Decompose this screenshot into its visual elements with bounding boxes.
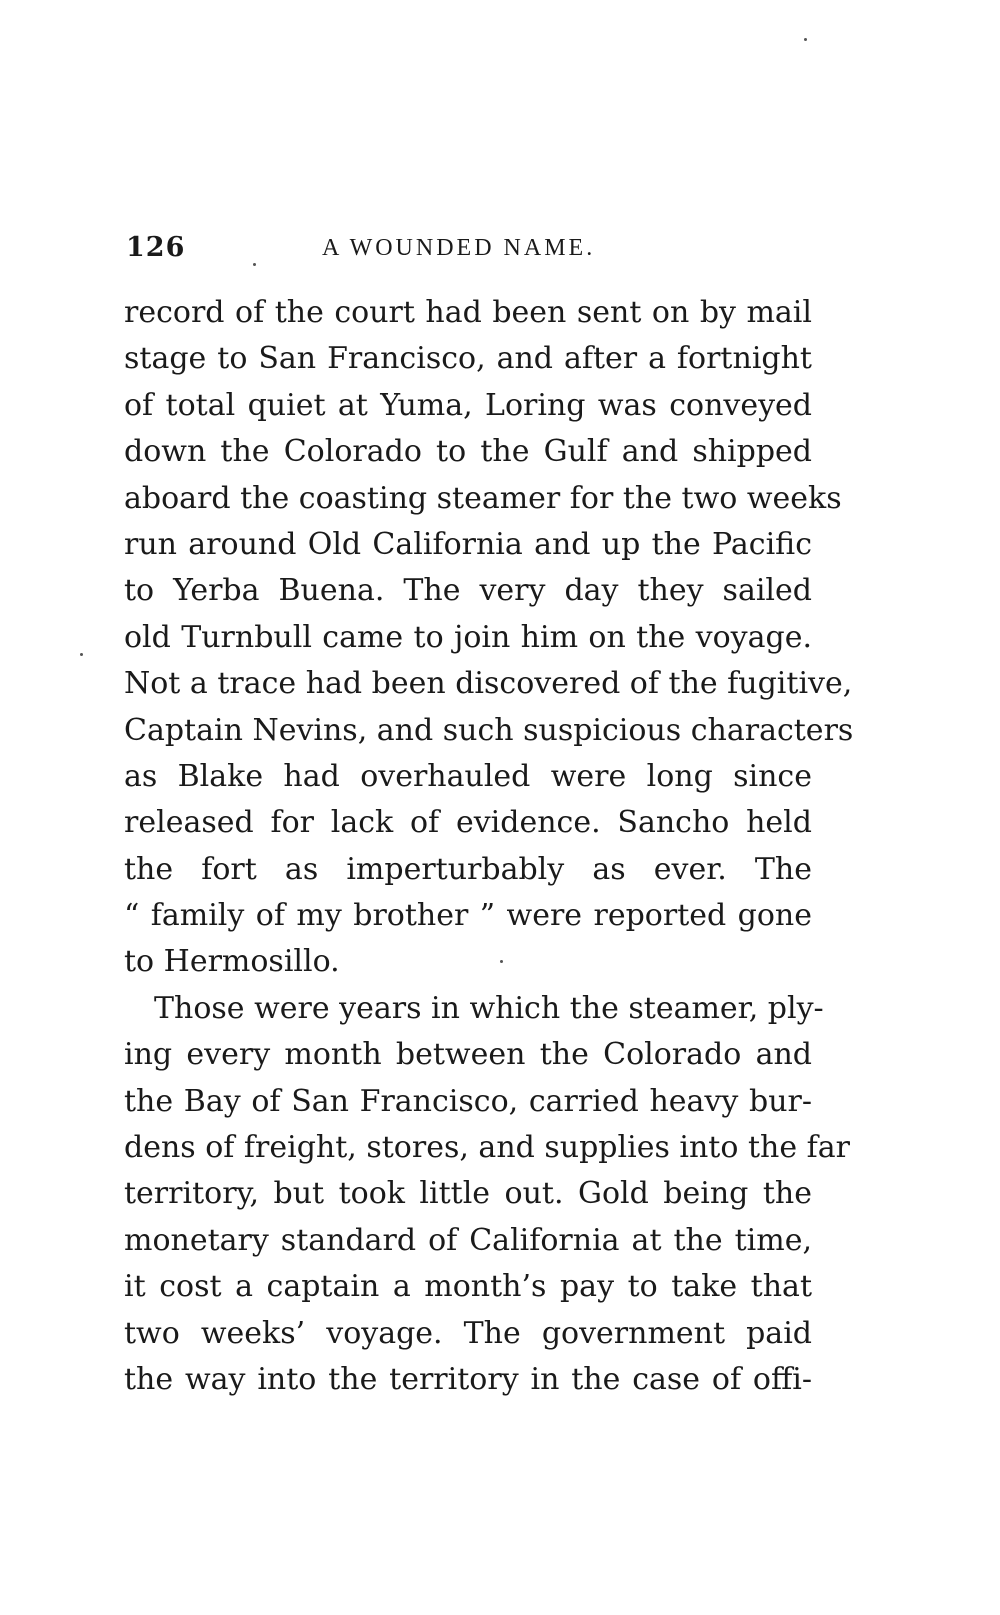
- text-line: the Bay of San Francisco, carried heavy bur-: [124, 1083, 812, 1119]
- text-line: monetary standard of California at the time,: [124, 1222, 812, 1258]
- text-line: of total quiet at Yuma, Loring was conveyed: [124, 387, 812, 423]
- text-line: the fort as imperturbably as ever. The: [124, 851, 812, 887]
- text-line: record of the court had been sent on by mail: [124, 295, 812, 330]
- text-line: territory, but took little out. Gold being the: [124, 1176, 812, 1212]
- text-line: run around Old California and up the Pacific: [124, 526, 812, 562]
- text-line: it cost a captain a month’s pay to take that: [124, 1269, 812, 1305]
- text-line: to Yerba Buena. The very day they sailed: [124, 573, 812, 609]
- running-head: [126, 232, 826, 272]
- scan-speck: [253, 263, 256, 266]
- scan-speck: [500, 960, 503, 963]
- text-line: aboard the coasting steamer for the two weeks: [124, 480, 842, 516]
- text-line: the way into the territory in the case of offi-: [124, 1361, 812, 1397]
- text-line: two weeks’ voyage. The government paid: [124, 1315, 812, 1351]
- text-line: Not a trace had been discovered of the fugitive,: [124, 666, 853, 702]
- running-title: A WOUNDED NAME.: [322, 235, 596, 261]
- text-line: old Turnbull came to join him on the voyage.: [124, 619, 812, 655]
- text-line: to Hermosillo.: [124, 944, 340, 980]
- text-line: “ family of my brother ” were reported gone: [124, 898, 812, 934]
- text-line: as Blake had overhauled were long since: [124, 758, 812, 794]
- body-text: [124, 290, 854, 1403]
- text-line: released for lack of evidence. Sancho held: [124, 805, 812, 841]
- text-line: down the Colorado to the Gulf and shipped: [124, 434, 812, 470]
- text-line: Those were years in which the steamer, ply-: [154, 990, 824, 1026]
- text-line: stage to San Francisco, and after a fortnight: [124, 341, 812, 377]
- scan-speck: [80, 653, 83, 656]
- page-number: 126: [126, 232, 186, 263]
- text-line: dens of freight, stores, and supplies into the far: [124, 1130, 850, 1166]
- text-line: Captain Nevins, and such suspicious characters: [124, 712, 854, 748]
- scan-speck: [804, 38, 807, 41]
- text-line: ing every month between the Colorado and: [124, 1037, 812, 1073]
